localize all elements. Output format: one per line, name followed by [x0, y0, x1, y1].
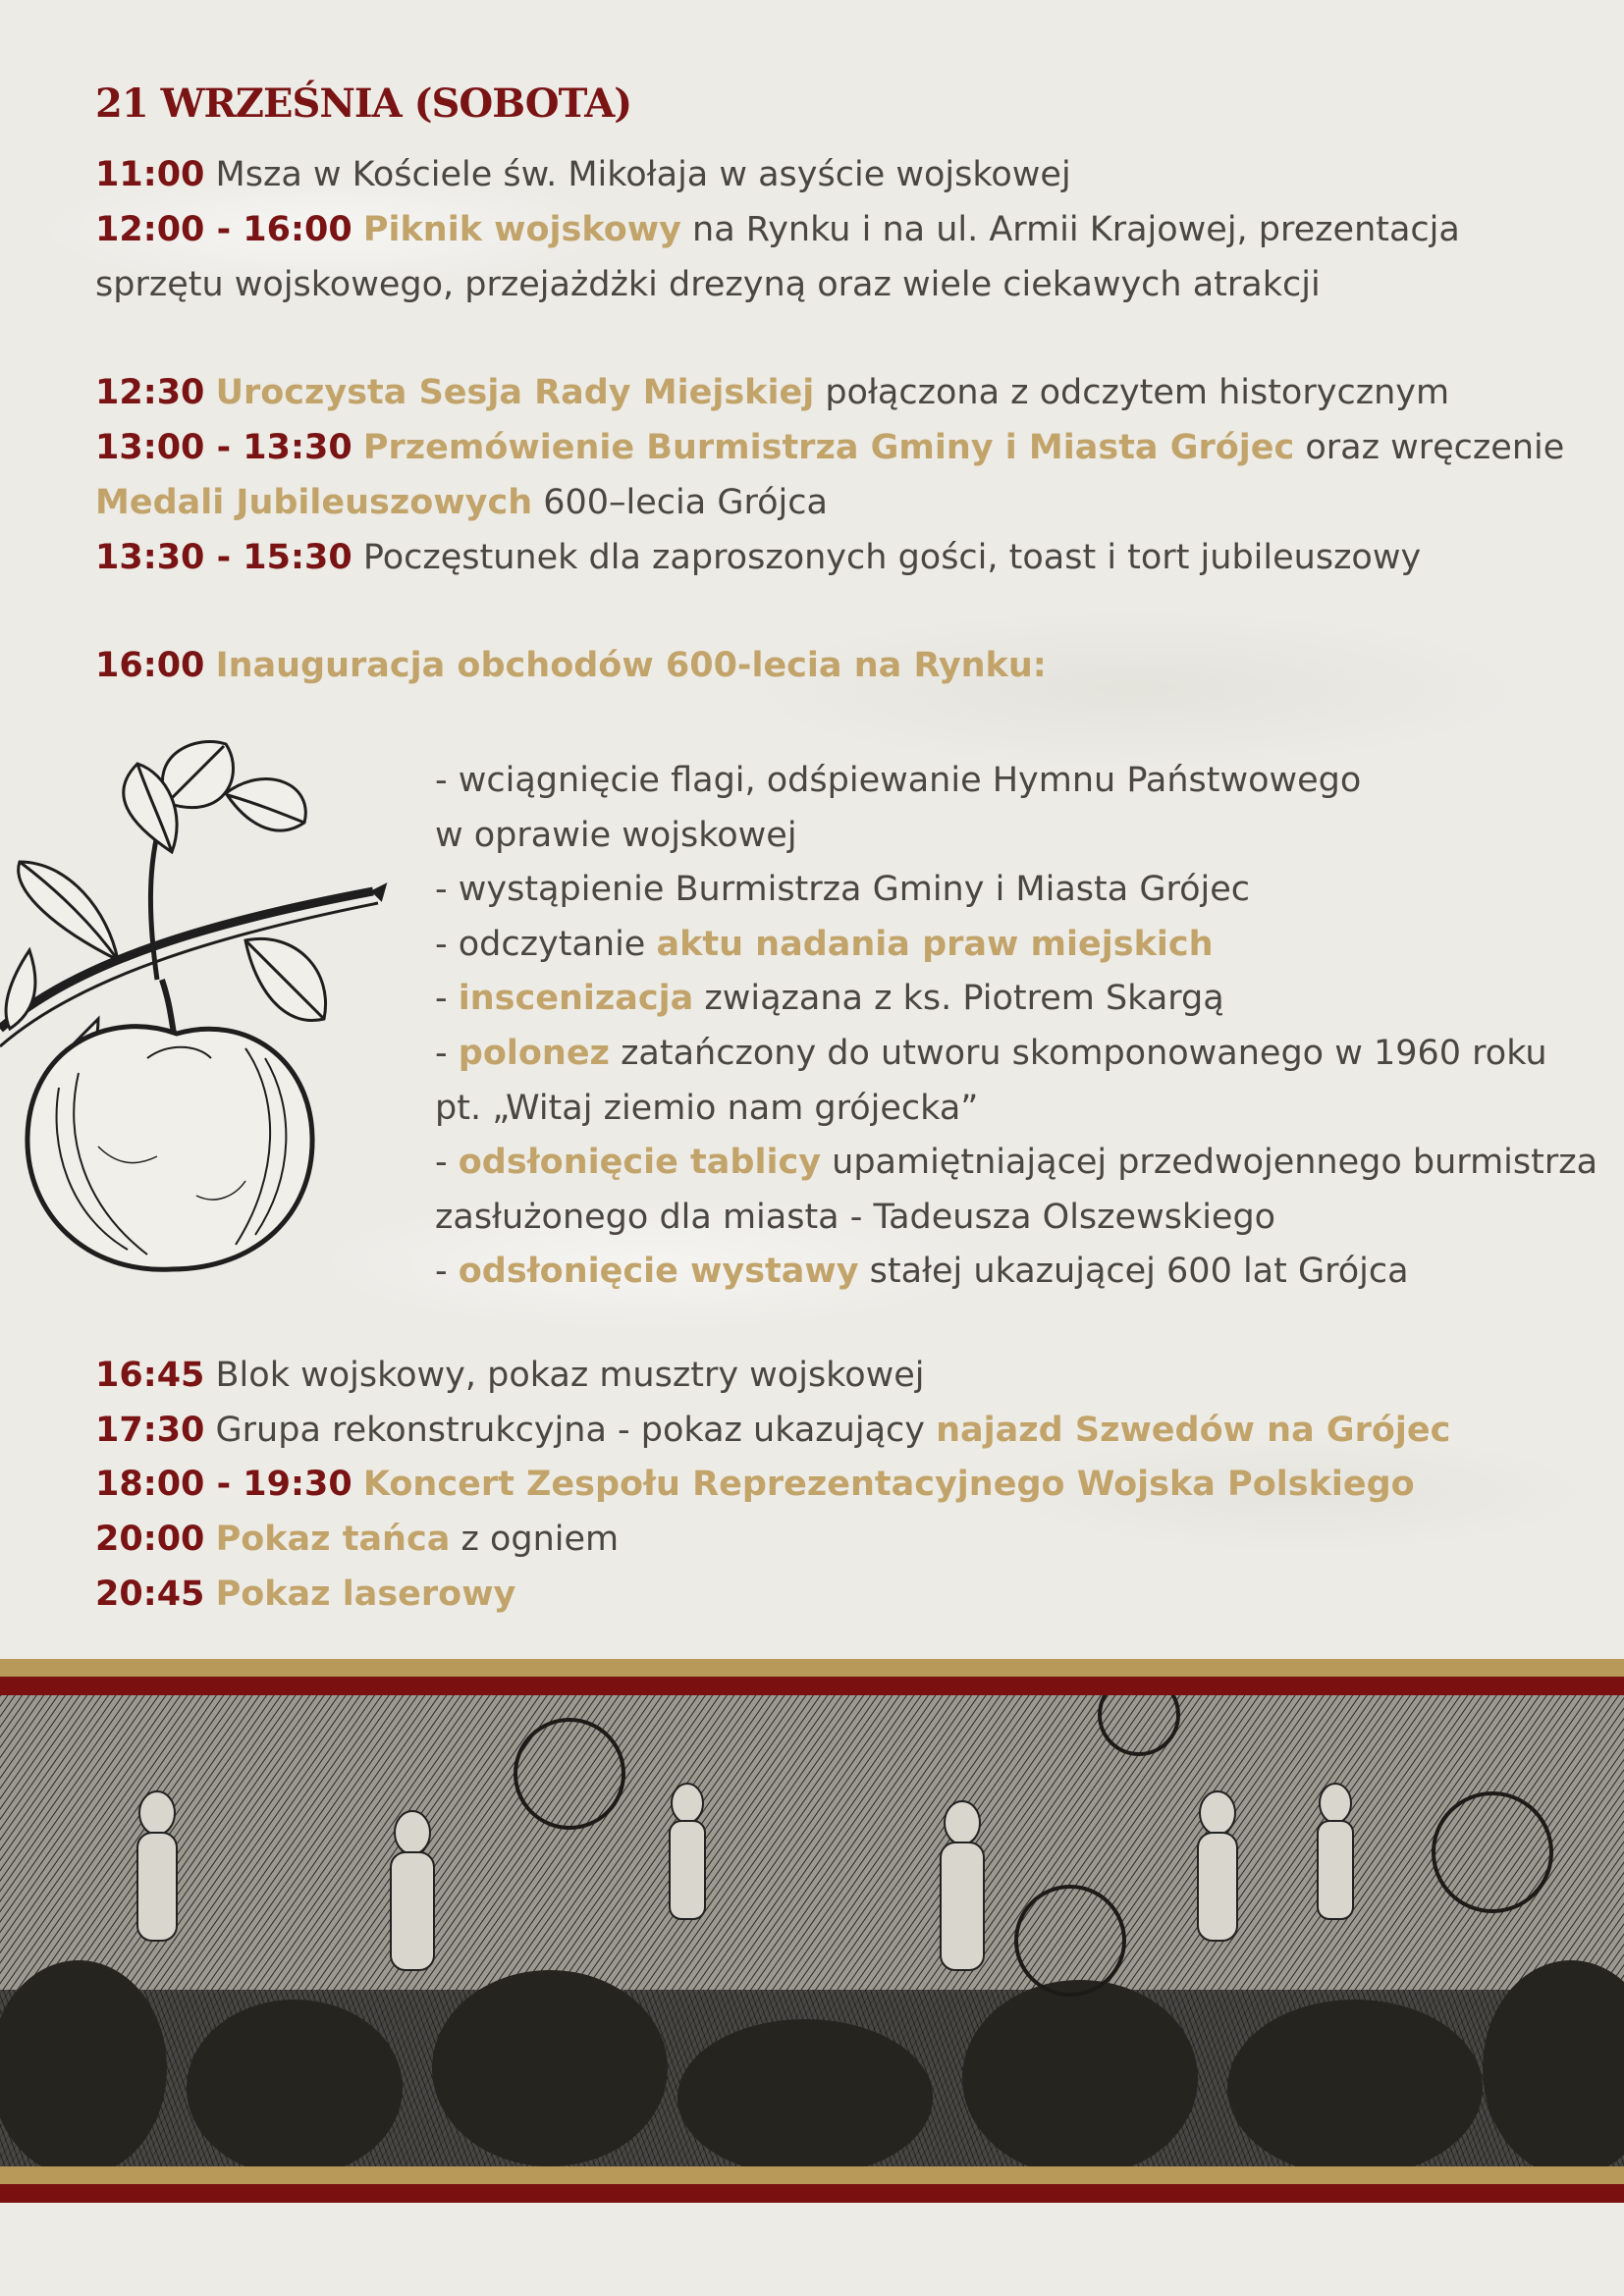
event-highlight: Przemówienie Burmistrza Gminy i Miasta Grójec — [362, 428, 1295, 467]
event-text — [204, 1575, 215, 1614]
event-time: 12:30 — [95, 373, 205, 412]
event-time: 16:00 — [95, 646, 205, 685]
event-highlight: Inauguracja obchodów 600-lecia na Rynku: — [215, 646, 1047, 685]
schedule-line — [95, 257, 1321, 312]
event-highlight: Pokaz tańca — [215, 1520, 451, 1559]
schedule-line — [95, 365, 1449, 420]
event-text: Poczęstunek dla zaproszonych gości, toast i tort jubileuszowy — [352, 538, 1422, 577]
event-text: oraz wręczenie — [1294, 428, 1565, 467]
event-text: zatańczony do utworu skomponowanego w 1960 roku — [609, 1034, 1547, 1073]
event-text: - odczytanie — [435, 924, 657, 964]
page-title: 21 WRZEŚNIA (SOBOTA) — [95, 80, 632, 127]
event-time: 16:45 — [95, 1356, 205, 1395]
schedule-line — [95, 1567, 515, 1622]
schedule-line — [435, 1190, 1275, 1245]
event-highlight: Medali Jubileuszowych — [95, 483, 533, 522]
event-text: w oprawie wojskowej — [435, 815, 797, 855]
event-text: Msza w Kościele św. Mikołaja w asyście wojskowej — [204, 155, 1071, 194]
event-highlight: Piknik wojskowy — [362, 210, 681, 249]
event-highlight: Pokaz laserowy — [215, 1575, 516, 1614]
event-highlight: Koncert Zespołu Reprezentacyjnego Wojska Polskiego — [362, 1465, 1415, 1504]
event-text: upamiętniającej przedwojennego burmistrza — [821, 1143, 1598, 1183]
event-highlight: aktu nadania praw miejskich — [656, 924, 1214, 964]
schedule-line — [435, 917, 1214, 972]
schedule-line — [95, 1457, 1415, 1512]
schedule-line — [95, 1512, 619, 1567]
event-text: zasłużonego dla miasta - Tadeusza Olszewskiego — [435, 1197, 1276, 1237]
event-text: pt. „Witaj ziemio nam grójecka” — [435, 1088, 979, 1128]
schedule-line — [435, 1135, 1597, 1190]
event-text: - wciągnięcie flagi, odśpiewanie Hymnu Państwowego — [435, 761, 1362, 800]
event-text: z ogniem — [450, 1520, 620, 1559]
gold-stripe-top — [0, 1659, 1624, 1677]
event-text: Blok wojskowy, pokaz musztry wojskowej — [204, 1356, 925, 1395]
event-text: - — [435, 1034, 459, 1073]
event-text: Grupa rekonstrukcyjna - pokaz ukazujący — [204, 1411, 937, 1450]
event-time: 12:00 - 16:00 — [95, 210, 352, 249]
schedule-line — [435, 1244, 1409, 1299]
schedule-line — [95, 1403, 1450, 1458]
schedule-line — [435, 862, 1250, 917]
event-time: 11:00 — [95, 155, 205, 194]
event-highlight: Uroczysta Sesja Rady Miejskiej — [215, 373, 815, 412]
schedule-line — [95, 530, 1421, 585]
event-text — [352, 428, 363, 467]
event-text: związana z ks. Piotrem Skargą — [693, 979, 1224, 1019]
event-time: 20:45 — [95, 1575, 205, 1614]
event-text: - wystąpienie Burmistrza Gminy i Miasta Grójec — [435, 870, 1250, 910]
event-text: - — [435, 1252, 459, 1292]
event-text: na Rynku i na ul. Armii Krajowej, prezentacja — [680, 210, 1460, 249]
event-time: 18:00 - 19:30 — [95, 1465, 352, 1504]
schedule-line — [95, 202, 1460, 257]
event-text: - — [435, 1143, 459, 1183]
market-crowd-engraving — [0, 1695, 1624, 2166]
event-text: połączona z odczytem historycznym — [814, 373, 1450, 412]
schedule-line — [435, 1026, 1547, 1081]
event-text — [352, 210, 363, 249]
event-text — [204, 646, 215, 685]
event-time: 20:00 — [95, 1520, 205, 1559]
schedule-line — [95, 420, 1564, 475]
schedule-line — [95, 147, 1071, 202]
event-text — [204, 373, 215, 412]
schedule-line — [435, 1081, 978, 1136]
apple-branch-icon — [0, 734, 393, 1294]
red-stripe-top — [0, 1677, 1624, 1695]
event-time: 13:00 - 13:30 — [95, 428, 352, 467]
event-text — [352, 1465, 363, 1504]
event-text: sprzętu wojskowego, przejażdżki drezyną oraz wiele ciekawych atrakcji — [95, 265, 1321, 304]
event-highlight: inscenizacja — [458, 979, 694, 1019]
schedule-line — [95, 475, 828, 530]
schedule-line — [95, 638, 1047, 693]
red-stripe-bottom — [0, 2184, 1624, 2203]
schedule-line — [435, 753, 1361, 808]
gold-stripe-bottom — [0, 2166, 1624, 2184]
event-text: stałej ukazującej 600 lat Grójca — [858, 1252, 1409, 1292]
event-text: 600–lecia Grójca — [532, 483, 828, 522]
event-time: 13:30 - 15:30 — [95, 538, 352, 577]
event-time: 17:30 — [95, 1411, 205, 1450]
event-text — [204, 1520, 215, 1559]
event-highlight: odsłonięcie tablicy — [458, 1143, 822, 1183]
event-highlight: odsłonięcie wystawy — [458, 1252, 859, 1292]
schedule-line — [95, 1348, 925, 1403]
schedule-line — [435, 808, 797, 863]
schedule-line — [435, 971, 1224, 1026]
event-text: - — [435, 979, 459, 1019]
event-highlight: polonez — [458, 1034, 610, 1073]
event-highlight: najazd Szwedów na Grójec — [936, 1411, 1451, 1450]
